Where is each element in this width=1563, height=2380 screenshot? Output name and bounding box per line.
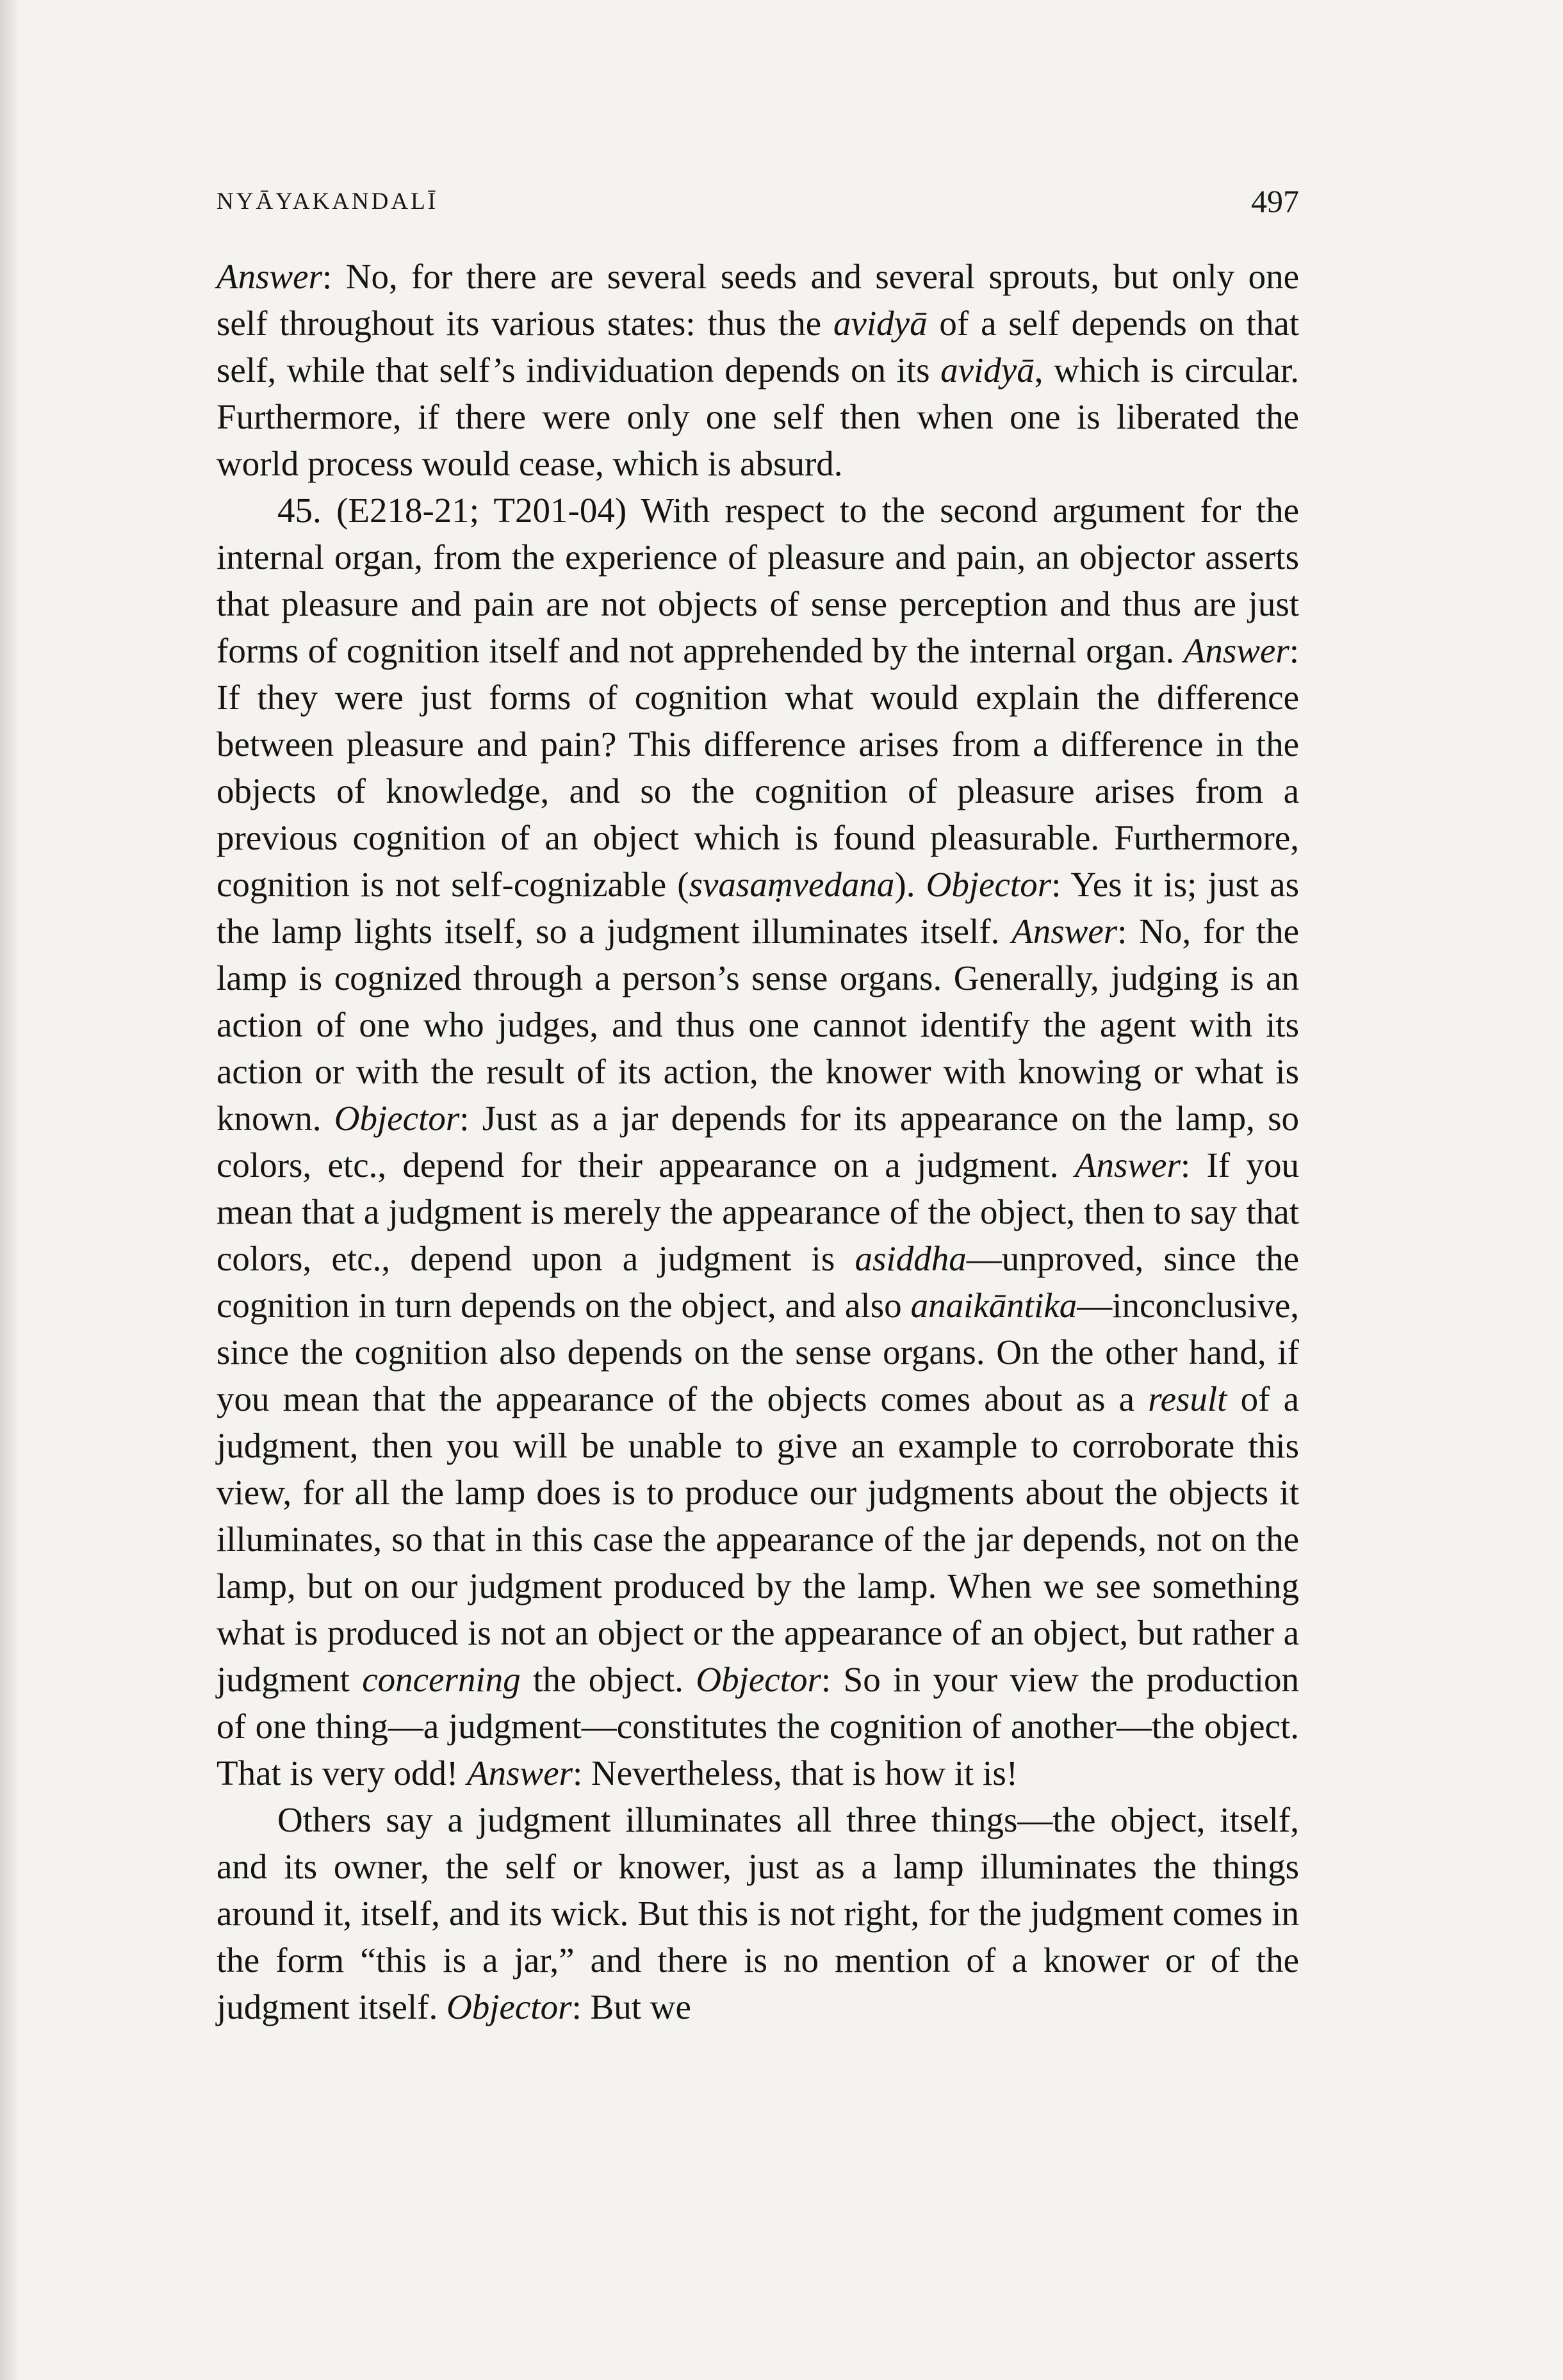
text-run: Others say a judgment illuminates all three things—the object, itself, and its owner, the self or knower, just as a lamp illuminates the things around it, itself, and its wick. But this is not right, for the judgment comes in the form “this is a jar,” and there is no mention of a knower or of the judgment itself. (217, 1800, 1299, 2026)
sanskrit-term: asiddha (855, 1239, 967, 1278)
text-run: the object. (520, 1660, 696, 1699)
text-run: : Just as a jar depends for its appearance on the lamp, so colors, etc., depend for their appearance on a judgment. (217, 1099, 1299, 1185)
text-run: of a self depends on that self, while that self’s individuation depends on its (217, 304, 1300, 390)
paragraph-2 (217, 487, 1299, 1796)
text-run: , which is circular. Furthermore, if there were only one self then when one is liberated the world process would cease, which is absurd. (217, 350, 1299, 483)
text-run: of a judgment, then you will be unable to give an example to corroborate this view, for all the lamp does is to produce our judgments about the objects it illuminates, so that in this case the appearance of the jar depends, not on the lamp, but on our judgment produced by the lamp. When we see something what is produced is not an object or the appearance of an object, but rather a judgment (217, 1379, 1299, 1699)
binding-shadow (0, 0, 17, 2380)
text-run: : Nevertheless, that is how it is! (573, 1753, 1019, 1793)
text-run: : But we (571, 1987, 691, 2026)
speaker-label: Answer (1074, 1145, 1181, 1185)
sanskrit-term: svasaṃvedana (689, 865, 895, 904)
page-header (217, 183, 1299, 221)
text-run: : If you mean that a judgment is merely the appearance of the object, then to say that colors, etc., depend upon a judgment is (217, 1145, 1299, 1278)
speaker-label: Answer (217, 257, 322, 296)
sanskrit-term: avidyā (940, 350, 1035, 390)
speaker-label: Objector (696, 1660, 821, 1699)
text-run: —unproved, since the cognition in turn depends on the object, and also (217, 1239, 1299, 1325)
speaker-label: Objector (446, 1987, 572, 2026)
paragraph-1 (217, 253, 1299, 487)
body-text (217, 253, 1299, 2030)
emphasis: result (1148, 1379, 1227, 1418)
text-run: : No, for the lamp is cognized through a person’s sense organs. Generally, judging is an action of one who judges, and thus one cannot identify the agent with its action or with the result of its action, the knower with knowing or what is known. (217, 912, 1299, 1138)
speaker-label: Objector (926, 865, 1052, 904)
text-run: : No, for there are several seeds and several sprouts, but only one self throughout its various states: thus the (217, 257, 1299, 343)
emphasis: concerning (362, 1660, 521, 1699)
text-run: ). (894, 865, 926, 904)
sanskrit-term: avidyā (833, 304, 928, 343)
text-run: 45. (E218-21; T201-04) With respect to the second argument for the internal organ, from the experience of pleasure and pain, an objector asserts that pleasure and pain are not objects of sense perception and thus are just forms of cognition itself and not apprehended by the internal organ. (217, 491, 1299, 670)
sanskrit-term: anaikāntika (910, 1286, 1077, 1325)
speaker-label: Answer (467, 1753, 573, 1793)
running-head: NYĀYAKANDALĪ (217, 188, 439, 215)
text-run: —inconclusive, since the cognition also depends on the sense organs. On the other hand, if you mean that the appearance of the objects comes about as a (217, 1286, 1299, 1418)
text-run: : If they were just forms of cognition what would explain the difference between pleasure and pain? This difference arises from a difference in the objects of knowledge, and so the cognition of pleasure arises from a previous cognition of an object which is found pleasurable. Furthermore, cognition is not self-cognizable ( (217, 631, 1299, 904)
speaker-label: Answer (1011, 912, 1118, 951)
speaker-label: Answer (1183, 631, 1289, 670)
text-run: : So in your view the production of one thing—a judgment—constitutes the cognition of another—the object. That is very odd! (217, 1660, 1299, 1793)
speaker-label: Objector (334, 1099, 460, 1138)
text-run: : Yes it is; just as the lamp lights itself, so a judgment illuminates itself. (217, 865, 1299, 951)
page-number: 497 (1251, 183, 1299, 219)
paragraph-3 (217, 1796, 1299, 2030)
